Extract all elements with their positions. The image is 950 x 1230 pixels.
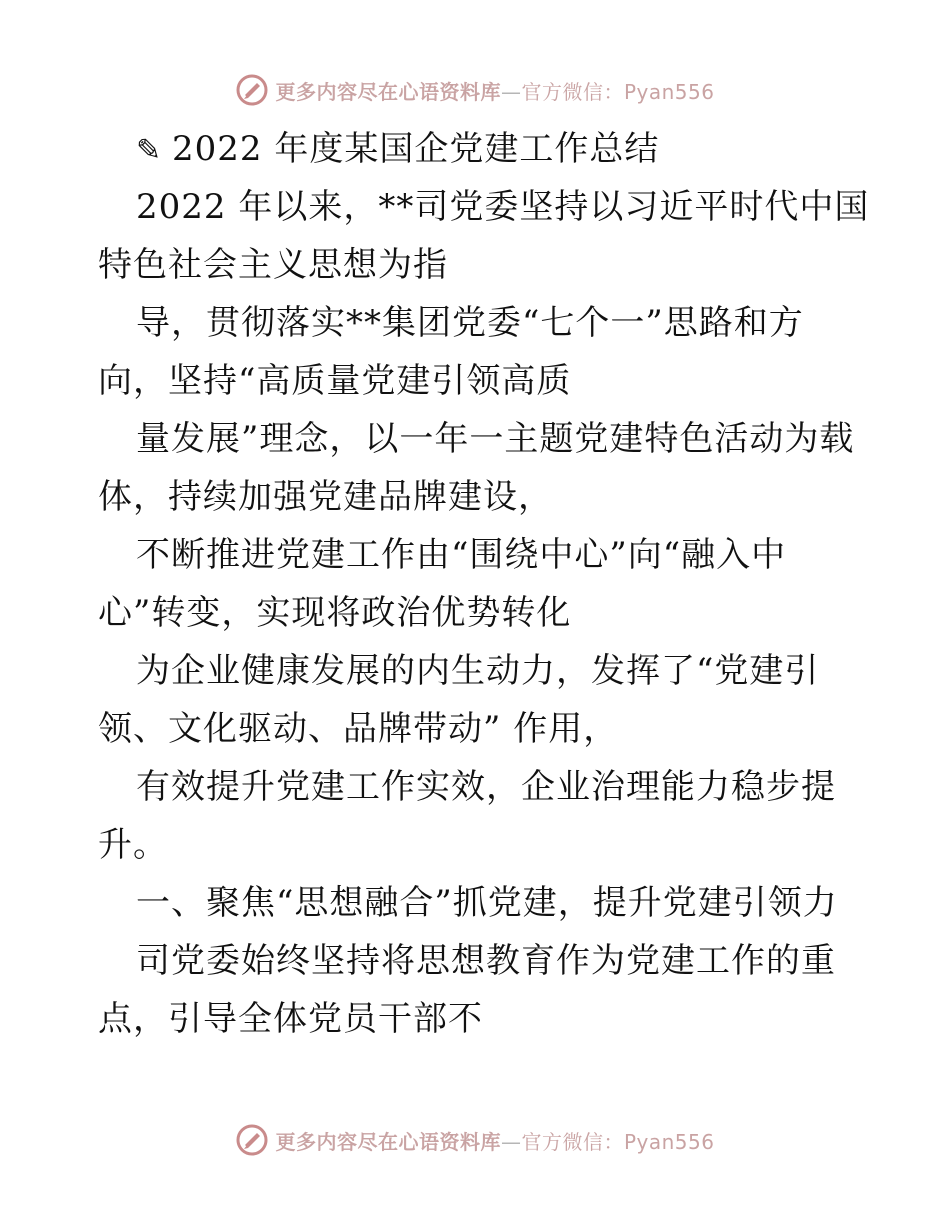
paragraph-line: 领、文化驱动、品牌带动” 作用，	[98, 709, 619, 749]
watermark-text: 更多内容尽在心语资料库—官方微信：Pyan556	[275, 79, 715, 104]
paragraph-line: 体，持续加强党建品牌建设，	[98, 477, 553, 517]
paragraph-line: 升。	[98, 825, 168, 865]
watermark-text: 更多内容尽在心语资料库—官方微信：Pyan556	[275, 1129, 715, 1154]
watermark-header	[0, 70, 950, 110]
logo-icon	[235, 1123, 269, 1157]
paragraph-line: 有效提升党建工作实效，企业治理能力稳步提	[136, 767, 836, 807]
title-mark-icon: ✎	[136, 133, 163, 168]
watermark-footer	[0, 1120, 950, 1160]
paragraph-line: 向，坚持“高质量党建引领高质	[98, 361, 572, 401]
paragraph-line: 司党委始终坚持将思想教育作为党建工作的重	[136, 941, 836, 981]
paragraph-line: 不断推进党建工作由“围绕中心”向“融入中	[136, 535, 787, 575]
paragraph-line: 特色社会主义思想为指	[98, 245, 448, 285]
paragraph-line: 点，引导全体党员干部不	[98, 999, 483, 1039]
paragraph-line: 2022 年以来，**司党委坚持以习近平时代中国	[136, 187, 870, 227]
paragraph-line: 心”转变，实现将政治优势转化	[98, 593, 572, 633]
paragraph-line: 导，贯彻落实**集团党委“七个一”思路和方	[136, 303, 804, 343]
paragraph-line: 为企业健康发展的内生动力，发挥了“党建引	[136, 651, 820, 691]
document-title: ✎ 2022 年度某国企党建工作总结	[136, 120, 936, 178]
paragraph-line: 量发展”理念，以一年一主题党建特色活动为载	[136, 419, 855, 459]
logo-icon	[235, 73, 269, 107]
section-heading: 一、聚焦“思想融合”抓党建，提升党建引领力	[136, 883, 838, 923]
